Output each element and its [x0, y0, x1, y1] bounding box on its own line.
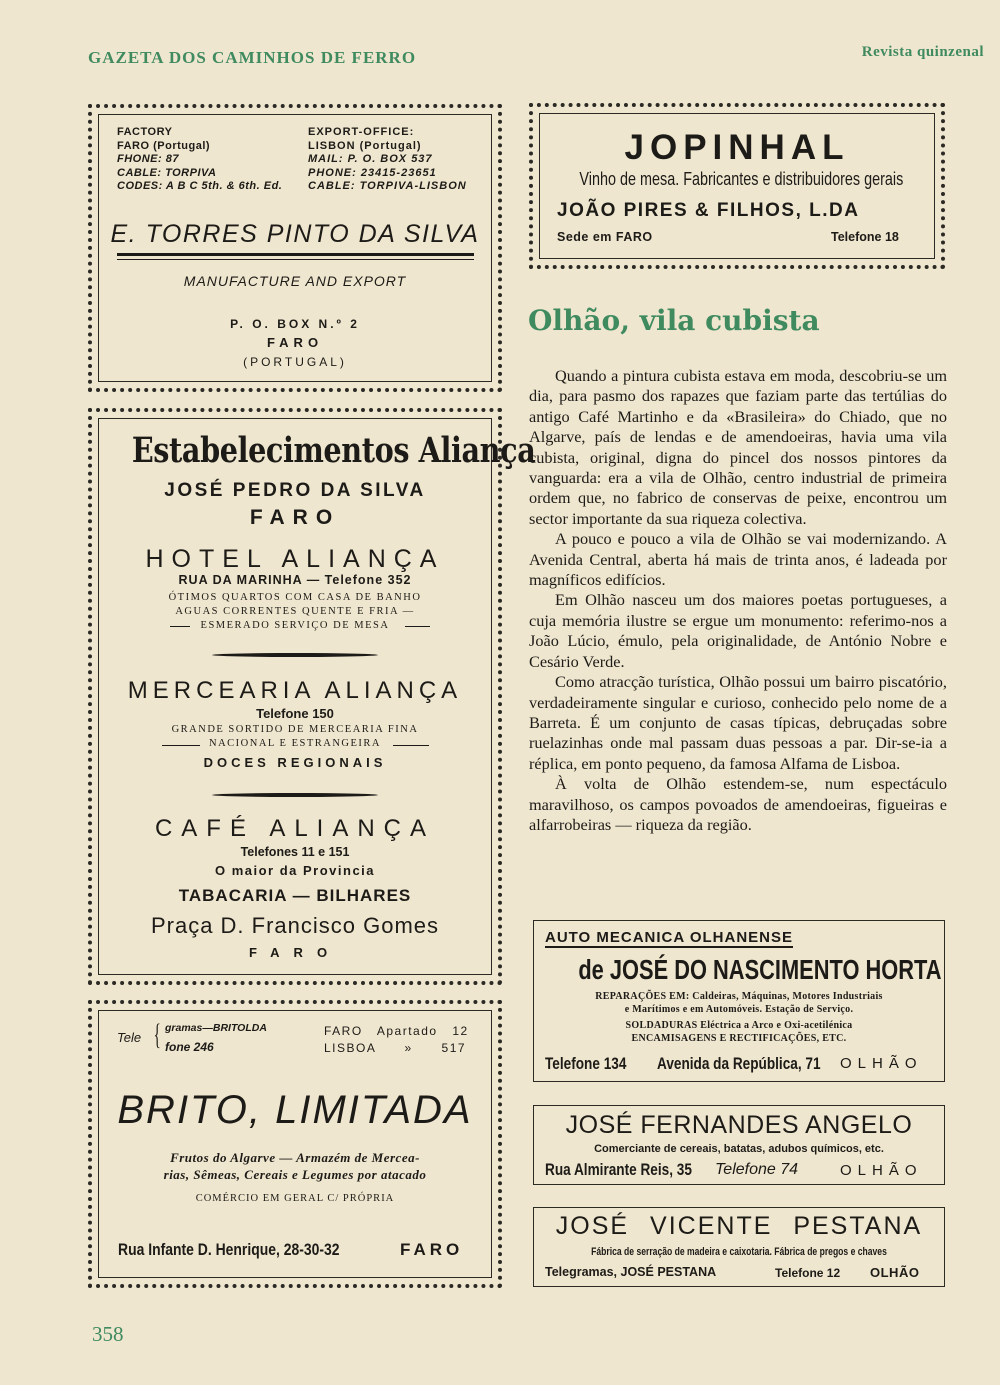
auto-line: ENCAMISAGENS E RECTIFICAÇÕES, ETC.: [631, 1033, 847, 1044]
alianca-title: Estabelecimentos Aliança: [131, 430, 536, 471]
mercearia-line: GRANDE SORTIDO DE MERCEARIA FINA: [171, 724, 419, 735]
export-line: MAIL: P. O. BOX 537: [308, 153, 433, 165]
tele-line: gramas—BRITOLDA: [165, 1022, 267, 1034]
factory-line: FARO (Portugal): [117, 139, 211, 152]
jopinhal-company: JOÃO PIRES & FILHOS, L.DA: [557, 200, 860, 221]
article-paragraph: Em Olhão nasceu um dos maiores poetas portugueses, a cuja memória ilustre se ergue um monumento: referimo-nos a João Lúcio, émulo, pela originalidade, de António Nobre e Cesário Verde.: [529, 590, 947, 671]
mercearia-phone: Telefone 150: [256, 706, 334, 721]
pestana-name: JOSÉ VICENTE PESTANA: [555, 1212, 923, 1240]
brito-desc: Frutos do Algarve — Armazém de Mercea-: [170, 1150, 420, 1165]
pestana-city: OLHÃO: [870, 1265, 920, 1280]
brito-desc: COMÉRCIO EM GERAL C/ PRÓPRIA: [195, 1193, 395, 1204]
square: Praça D. Francisco Gomes: [150, 913, 440, 938]
factory-line: CODES: A B C 5th. & 6th. Ed.: [117, 180, 283, 192]
company-name: E. TORRES PINTO DA SILVA: [110, 220, 480, 248]
footer-city: FARO: [248, 945, 342, 960]
mercearia-line: DOCES REGIONAIS: [203, 755, 387, 770]
article-body: [529, 366, 947, 835]
angelo-address: Rua Almirante Reis, 35: [545, 1160, 692, 1179]
angelo-desc: Comerciante de cereais, batatas, adubos químicos, etc.: [594, 1143, 884, 1155]
country: (PORTUGAL): [243, 355, 347, 369]
hotel-name: HOTEL ALIANÇA: [145, 545, 445, 573]
angelo-phone: Telefone 74: [715, 1161, 799, 1178]
brito-address: Rua Infante D. Henrique, 28-30-32: [118, 1240, 340, 1259]
article-paragraph: A pouco e pouco a vila de Olhão se vai modernizando. A Avenida Central, aberta há mais de trinta anos, é ladeada por magníficos edifícios.: [529, 529, 947, 590]
auto-line: SOLDADURAS Eléctrica a Arco e Oxi-acetilénica: [625, 1020, 853, 1031]
hotel-line: AGUAS CORRENTES QUENTE E FRIA —: [175, 606, 415, 617]
po-box: P. O. BOX N.º 2: [230, 317, 360, 331]
city: FARO: [249, 506, 341, 529]
export-line: PHONE: 23415-23651: [308, 166, 437, 179]
auto-address: Avenida da República, 71: [657, 1054, 821, 1073]
page-number: 358: [92, 1322, 124, 1346]
mercearia-line: NACIONAL E ESTRANGEIRA: [208, 738, 382, 749]
hotel-address: RUA DA MARINHA — Telefone 352: [178, 573, 412, 587]
owner: JOSÉ PEDRO DA SILVA: [164, 480, 426, 501]
jopinhal-seat: Sede em FARO: [557, 230, 653, 244]
page-header-subtitle: Revista quinzenal: [861, 44, 984, 60]
auto-owner: de JOSÉ DO NASCIMENTO HORTA: [578, 954, 942, 985]
tagline: MANUFACTURE AND EXPORT: [183, 273, 407, 289]
tele-line: fone 246: [165, 1040, 214, 1054]
article-paragraph: À volta de Olhão estendem-se, num espectáculo maravilhoso, os campos povoados de amendoeiras, figueiras e alfarrobeiras — riqueza da região.: [529, 774, 947, 834]
hotel-line: ÓTIMOS QUARTOS COM CASA DE BANHO: [168, 592, 422, 603]
cafe-phones: Telefones 11 e 151: [240, 845, 350, 859]
export-line: CABLE: TORPIVA-LISBON: [308, 180, 467, 192]
article-title: Olhão, vila cubista: [528, 304, 820, 337]
factory-info: [117, 126, 282, 194]
cafe-slogan: O maior da Provincia: [214, 863, 376, 878]
cafe-name: CAFÉ ALIANÇA: [154, 815, 436, 842]
jopinhal-tagline: Vinho de mesa. Fabricantes e distribuidores gerais: [579, 169, 904, 189]
pestana-phone: Telefone 12: [775, 1266, 841, 1280]
jopinhal-title: JOPINHAL: [624, 128, 850, 167]
auto-heading: AUTO MECANICA OLHANENSE: [545, 929, 794, 946]
jopinhal-phone: Telefone 18: [831, 230, 899, 244]
brito-city: FARO: [400, 1240, 464, 1259]
factory-line: CABLE: TORPIVA: [117, 166, 217, 179]
angelo-city: OLHÃO: [840, 1162, 923, 1179]
pestana-desc: Fábrica de serração de madeira e caixotaria. Fábrica de pregos e chaves: [591, 1246, 887, 1258]
article-paragraph: Como atracção turística, Olhão possui um bairro piscatório, verdadeiramente singular e curioso, conhecido pelo nome de a Barreta. É um conjunto de casas típicas, debruçadas sobre ruelazinhas onde mal passam duas pessoas a par. Dir-se-ia a réplica, em ponto pequeno, da famosa Alfama de Lisboa.: [529, 672, 947, 773]
angelo-name: JOSÉ FERNANDES ANGELO: [565, 1111, 913, 1139]
cafe-extra: TABACARIA — BILHARES: [178, 886, 412, 905]
export-line: EXPORT-OFFICE:: [308, 126, 415, 138]
export-info: [308, 126, 467, 194]
mercearia-name: MERCEARIA ALIANÇA: [127, 677, 463, 704]
addr-faro: FARO Apartado 12: [324, 1024, 469, 1038]
auto-city: OLHÃO: [840, 1055, 923, 1072]
auto-line: REPARAÇÕES EM: Caldeiras, Máquinas, Motores Industriais: [595, 991, 883, 1002]
article-paragraph: Quando a pintura cubista estava em moda, descobriu-se um dia, para pasmo dos rapazes que faziam parte das tertúlias do antigo Café Martinho e da «Brasileira» do Chiado, que no Algarve, país de lendas e de amendoeiras, havia uma vila cubista, original, digna do pincel dos nossos pintores da vanguarda: era a vila de Olhão, centro industrial de primeira ordem que, no fabrico de conservas de peixe, encontrou um sector importante da sua riqueza colectiva.: [529, 366, 947, 528]
brito-name: BRITO, LIMITADA: [117, 1088, 473, 1132]
pestana-telegrams: Telegramas, JOSÉ PESTANA: [545, 1265, 717, 1279]
auto-line: e Marítimos e em Automóveis. Estação de Serviço.: [624, 1004, 854, 1015]
hotel-line: ESMERADO SERVIÇO DE MESA: [200, 620, 390, 631]
brito-desc: rias, Sêmeas, Cereais e Legumes por atacado: [163, 1167, 427, 1182]
export-line: LISBON (Portugal): [308, 139, 422, 152]
city: FARO: [266, 335, 324, 350]
factory-line: FHONE: 87: [117, 153, 179, 165]
page-header-title: GAZETA DOS CAMINHOS DE FERRO: [88, 48, 417, 67]
addr-lisboa: LISBOA » 517: [324, 1041, 467, 1055]
factory-line: FACTORY: [117, 126, 173, 138]
tele-label: Tele: [117, 1030, 142, 1045]
auto-phone: Telefone 134: [545, 1054, 627, 1073]
